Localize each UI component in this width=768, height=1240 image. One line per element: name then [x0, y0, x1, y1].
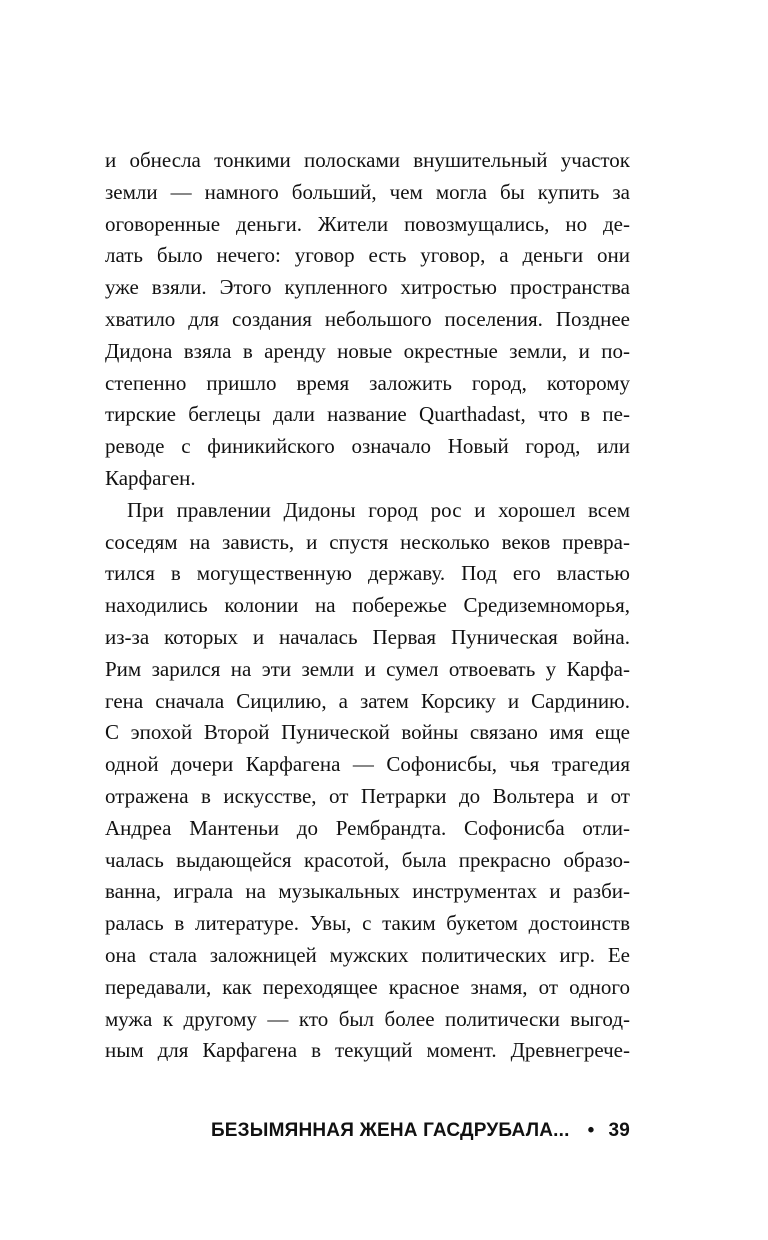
text-line: она стала заложницей мужских политических игр. Ее — [105, 942, 630, 967]
text-line: тирские беглецы дали название Quarthadast, что в пе- — [105, 402, 630, 427]
page-number: 39 — [608, 1120, 630, 1141]
text-line: отражена в искусстве, от Петрарки до Вольтера и от — [105, 783, 630, 808]
text-line: чалась выдающейся красотой, была прекрасно образо- — [105, 847, 630, 872]
paragraph-2 — [105, 495, 630, 1067]
text-line: степенно пришло время заложить город, которому — [105, 370, 630, 395]
text-line: тился в могущественную державу. Под его властью — [105, 561, 630, 586]
text-line: При правлении Дидоны город рос и хорошел всем — [127, 497, 630, 522]
text-line: ным для Карфагена в текущий момент. Древнегрече- — [105, 1038, 630, 1063]
text-line: хватило для создания небольшого поселения. Позднее — [105, 306, 630, 331]
text-line: реводе с финикийского означало Новый город, или — [105, 434, 630, 459]
text-line: передавали, как переходящее красное знамя, от одного — [105, 974, 630, 999]
text-line: С эпохой Второй Пунической войны связано имя еще — [105, 720, 630, 745]
bullet-separator: • — [587, 1120, 595, 1141]
text-line: лать было нечего: уговор есть уговор, а деньги они — [105, 243, 630, 268]
text-line: и обнесла тонкими полосками внушительный участок — [105, 148, 630, 172]
text-line: земли — намного больший, чем могла бы купить за — [105, 179, 630, 204]
text-line: ралась в литературе. Увы, с таким букетом достоинств — [105, 911, 630, 936]
text-line: оговоренные деньги. Жители повозмущались, но де- — [105, 211, 630, 236]
paragraph-1 — [105, 145, 630, 495]
text-line: Андреа Мантеньи до Рембрандта. Софонисба отли- — [105, 815, 630, 840]
text-line: мужа к другому — кто был более политически выгод- — [105, 1006, 630, 1031]
text-line: Дидона взяла в аренду новые окрестные земли, и по- — [105, 338, 630, 363]
text-line: уже взяли. Этого купленного хитростью пространства — [105, 275, 630, 300]
page-footer — [130, 1120, 630, 1142]
text-line: ванна, играла на музыкальных инструментах и разби- — [105, 879, 630, 904]
running-title: БЕЗЫМЯННАЯ ЖЕНА ГАСДРУБАЛА... — [210, 1120, 570, 1141]
text-line: находились колонии на побережье Средиземноморья, — [105, 593, 630, 618]
text-line: Рим зарился на эти земли и сумел отвоевать у Карфа- — [105, 656, 630, 681]
body-text — [105, 145, 630, 1067]
text-line: гена сначала Сицилию, а затем Корсику и Сардинию. — [105, 688, 630, 713]
text-line: Карфаген. — [105, 465, 196, 490]
text-line: из-за которых и началась Первая Пуническая война. — [105, 624, 630, 649]
text-line: одной дочери Карфагена — Софонисбы, чья трагедия — [105, 752, 630, 777]
text-line: соседям на зависть, и спустя несколько веков превра- — [105, 529, 630, 554]
